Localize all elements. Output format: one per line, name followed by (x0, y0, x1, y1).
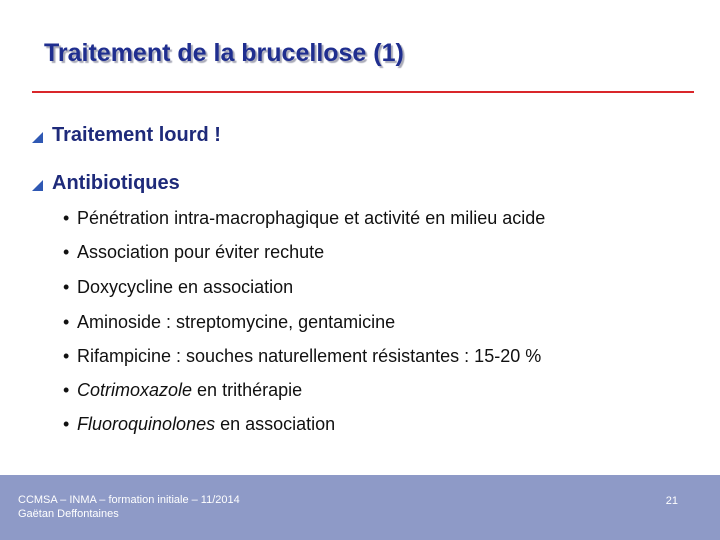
bullet-dot: • (63, 208, 70, 228)
footer-line-2: Gaëtan Deffontaines (18, 508, 119, 520)
bullet-antibiotiques (32, 172, 180, 195)
bullet-dot: • (63, 312, 70, 332)
sub-bullet-text: Aminoside : streptomycine, gentamicine (77, 312, 396, 332)
sub-bullet (63, 414, 335, 435)
sub-bullet-text: Rifampicine : souches naturellement résistantes : 15-20 % (77, 346, 542, 366)
bullet-dot: • (63, 346, 70, 366)
bullet-traitement-lourd (32, 124, 221, 147)
sub-bullet (63, 312, 395, 333)
sub-bullet-text: Pénétration intra-macrophagique et activité en milieu acide (77, 208, 546, 228)
title-divider (32, 91, 694, 93)
bullet-dot: • (63, 242, 70, 262)
triangle-bullet-icon (32, 132, 43, 143)
triangle-bullet-icon (32, 180, 43, 191)
page-number: 21 (665, 495, 678, 507)
sub-bullet (63, 380, 302, 401)
footer-credits (18, 493, 240, 521)
sub-bullet (63, 242, 324, 263)
bullet-dot: • (63, 277, 70, 297)
sub-bullet-text: Doxycycline en association (77, 277, 294, 297)
slide-title: Traitement de la brucellose (1) (44, 39, 404, 67)
drug-name-italic: Fluoroquinolones (77, 414, 216, 434)
drug-name-italic: Cotrimoxazole (77, 380, 193, 400)
bullet-label: Antibiotiques (52, 172, 180, 194)
sub-bullet-text: en trithérapie (192, 380, 303, 400)
sub-bullet (63, 208, 545, 229)
sub-bullet-text: en association (215, 414, 336, 434)
sub-bullet-text: Association pour éviter rechute (77, 242, 325, 262)
footer-line-1: CCMSA – INMA – formation initiale – 11/2014 (18, 494, 240, 506)
bullet-label: Traitement lourd ! (52, 124, 221, 146)
bullet-dot: • (63, 414, 70, 434)
bullet-dot: • (63, 380, 70, 400)
sub-bullet (63, 346, 541, 367)
sub-bullet (63, 277, 293, 298)
